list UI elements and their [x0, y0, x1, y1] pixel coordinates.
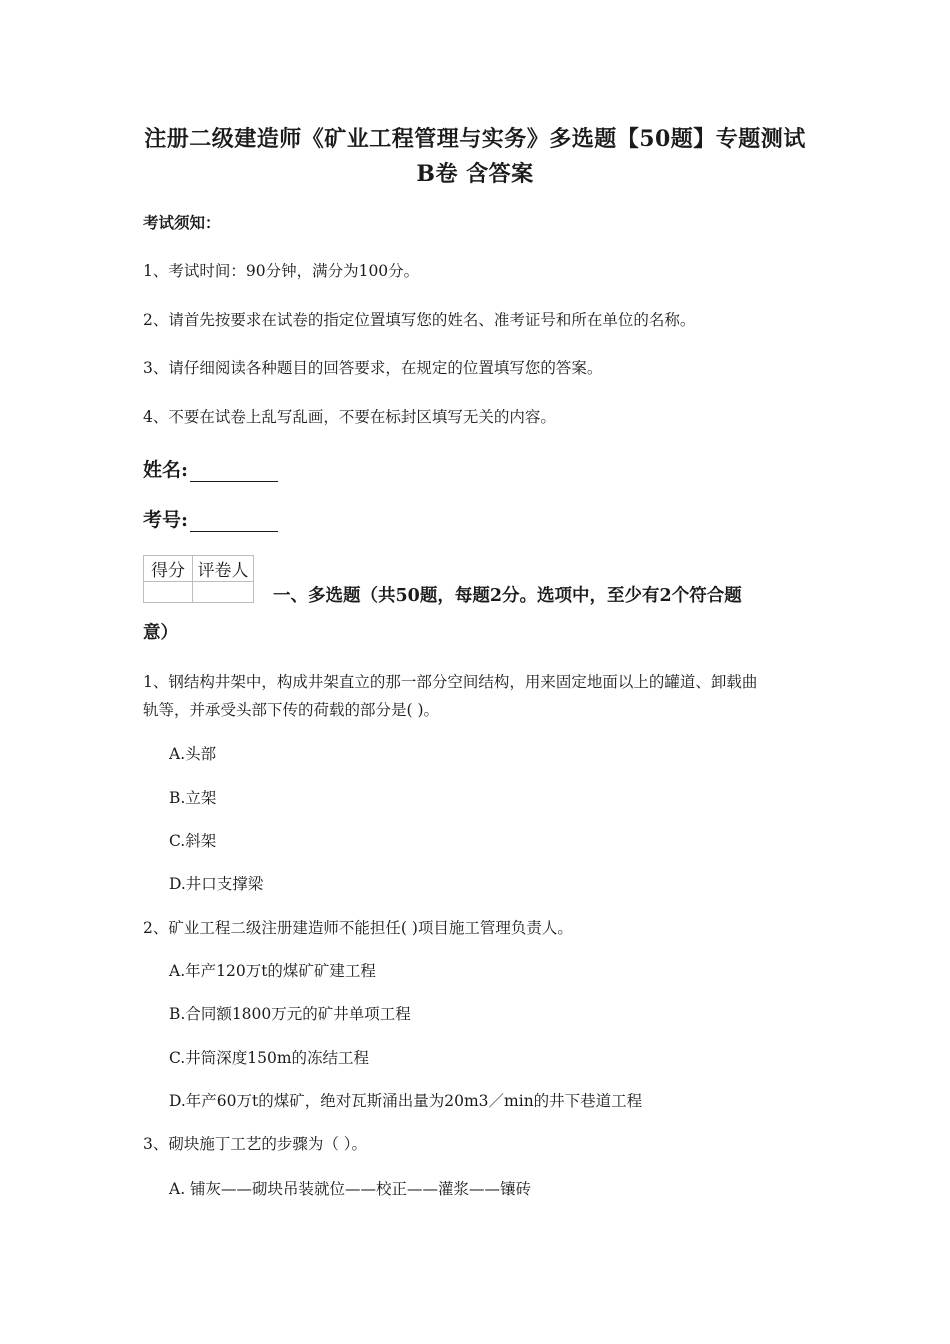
question-stem: 轨等，并承受头部下传的荷载的部分是( )。: [143, 701, 440, 719]
exam-number-blank[interactable]: [190, 511, 278, 532]
section-title-line-2: 意）: [143, 623, 178, 643]
page-title-line-2: B卷 含答案: [416, 161, 534, 187]
question-stem: 3、砌块施丁工艺的步骤为（ ）。: [143, 1135, 368, 1153]
grader-header: 评卷人: [193, 556, 254, 582]
name-blank[interactable]: [190, 461, 278, 482]
notice-item: 1、考试时间：90分钟，满分为100分。: [143, 262, 420, 280]
question-option: A.头部: [169, 745, 217, 763]
name-label: 姓名:: [143, 459, 189, 481]
question-option: C.斜架: [169, 832, 217, 850]
question-option: A. 铺灰——砌块吊装就位——校正——灌浆——镶砖: [169, 1180, 532, 1198]
question-stem: 1、钢结构井架中，构成井架直立的那一部分空间结构，用来固定地面以上的罐道、卸载曲: [143, 673, 758, 691]
notice-item: 3、请仔细阅读各种题目的回答要求，在规定的位置填写您的答案。: [143, 359, 603, 377]
question-option: D.年产60万t的煤矿，绝对瓦斯涌出量为20m3／min的井下巷道工程: [169, 1092, 643, 1110]
page-title-line-1: 注册二级建造师《矿业工程管理与实务》多选题【50题】专题测试: [144, 126, 806, 152]
notice-item: 2、请首先按要求在试卷的指定位置填写您的姓名、准考证号和所在单位的名称。: [143, 311, 696, 329]
name-field: [143, 455, 278, 482]
question-option: B.合同额1800万元的矿井单项工程: [169, 1005, 411, 1023]
exam-number-label: 考号:: [143, 509, 189, 531]
grader-cell[interactable]: [193, 582, 254, 603]
question-stem: 2、矿业工程二级注册建造师不能担任( )项目施工管理负责人。: [143, 919, 573, 937]
question-option: A.年产120万t的煤矿矿建工程: [169, 962, 376, 980]
exam-number-field: [143, 505, 278, 532]
question-option: D.井口支撑梁: [169, 875, 264, 893]
section-title-line-1: 一、多选题（共50题，每题2分。选项中，至少有2个符合题: [273, 586, 742, 606]
score-header: 得分: [144, 556, 193, 582]
question-option: B.立架: [169, 789, 217, 807]
question-option: C.井筒深度150m的冻结工程: [169, 1049, 370, 1067]
notice-item: 4、不要在试卷上乱写乱画，不要在标封区填写无关的内容。: [143, 408, 556, 426]
score-cell[interactable]: [144, 582, 193, 603]
notice-heading: 考试须知：: [143, 213, 221, 232]
score-table: [143, 555, 254, 603]
